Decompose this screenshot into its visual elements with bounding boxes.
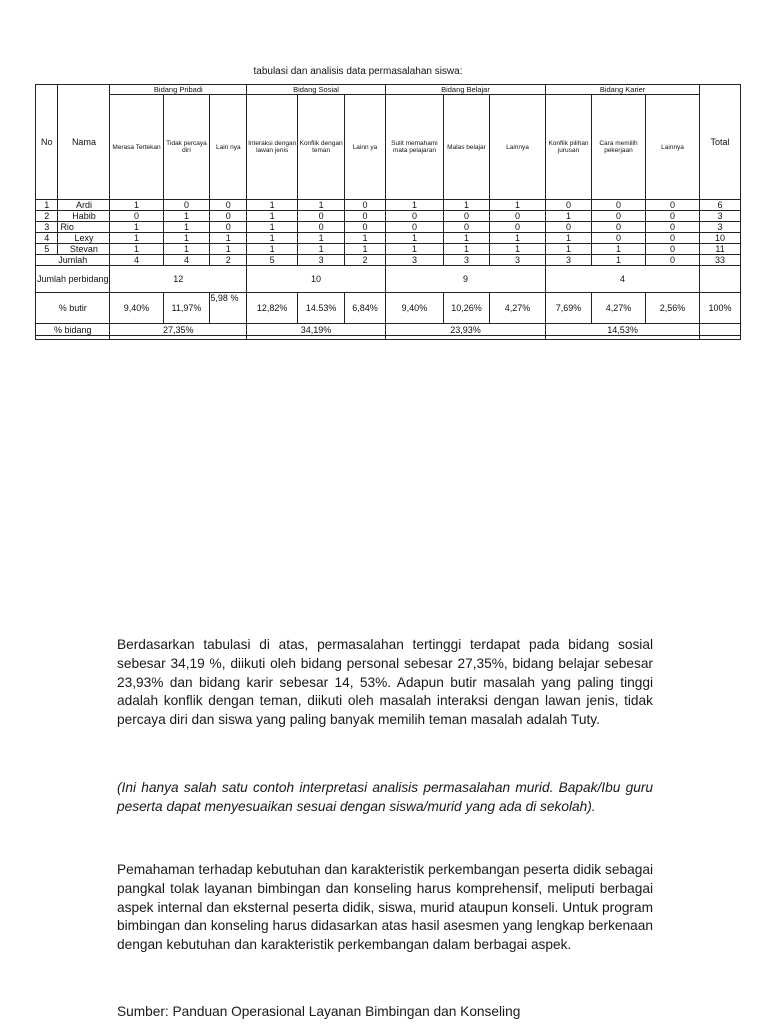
row-value: 1 <box>210 233 247 244</box>
pct-bidang-label: % bidang <box>36 324 110 336</box>
row-value: 1 <box>110 244 163 255</box>
row-value: 1 <box>385 244 443 255</box>
row-value: 1 <box>385 200 443 211</box>
paragraph-analysis: Berdasarkan tabulasi di atas, permasalahan tertinggi terdapat pada bidang sosial sebesar 34,19 %, diikuti oleh bidang personal sebesar 27,35%, bidang belajar sebesar 23,93% dan bidang karir sebesar 14, 53%. Adapun butir masalah yang paling tinggi adalah konflik dengan teman, diikuti oleh masalah interaksi dengan lawan jenis, tidak percaya diri dan siswa yang paling banyak memilih teman masalah adalah Tuty. <box>117 637 653 728</box>
row-value: 1 <box>546 211 592 222</box>
pct-butir-cell: 9,40% <box>385 293 443 324</box>
jumlah-perbidang-row <box>36 266 741 293</box>
table-row <box>36 222 741 233</box>
row-value: 0 <box>591 222 645 233</box>
row-value: 1 <box>163 244 210 255</box>
pct-butir-cell: 7,69% <box>546 293 592 324</box>
group-karier: Bidang Karier <box>546 85 700 95</box>
row-value: 0 <box>210 222 247 233</box>
group-header-row <box>36 85 741 95</box>
jumlah-row <box>36 255 741 266</box>
row-no: 5 <box>36 244 58 255</box>
row-nama: Ardi <box>58 200 110 211</box>
pct-bidang-cell: 14,53% <box>546 324 700 336</box>
row-value: 0 <box>646 211 700 222</box>
paragraph-note: (Ini hanya salah satu contoh interpretasi analisis permasalahan murid. Bapak/Ibu guru peserta dapat menyesuaikan sesuai dengan siswa/murid yang ada di sekolah). <box>117 780 653 814</box>
row-nama: Stevan <box>58 244 110 255</box>
row-value: 0 <box>345 222 386 233</box>
sub-header: Tidak percaya diri <box>163 95 210 200</box>
pct-butir-cell: 4,27% <box>489 293 545 324</box>
paragraph-understanding: Pemahaman terhadap kebutuhan dan karakteristik perkembangan peserta didik sebagai pangkal tolak layanan bimbingan dan konseling harus komprehensif, meliputi berbagai aspek internal dan eksternal peserta didik, siswa, murid ataupun konseli. Untuk program bimbingan dan konseling harus didasarkan atas hasil asesmen yang lengkap berkenaan dengan kebutuhan dan karakteristik perkembangan dalam berbagai aspek. <box>117 862 653 953</box>
row-no: 2 <box>36 211 58 222</box>
jumlah-cell: 2 <box>210 255 247 266</box>
header-nama: Nama <box>58 85 110 200</box>
jumlah-cell: 3 <box>489 255 545 266</box>
pct-butir-label: % butir <box>36 293 110 324</box>
jumlah-bidang-cell: 9 <box>385 266 545 293</box>
pct-bidang-cell: 23,93% <box>385 324 545 336</box>
row-value: 0 <box>646 222 700 233</box>
row-value: 1 <box>489 244 545 255</box>
row-value: 1 <box>385 233 443 244</box>
pct-butir-cell: 12,82% <box>247 293 298 324</box>
row-value: 1 <box>247 244 298 255</box>
pct-bidang-cell: 34,19% <box>247 324 386 336</box>
sub-header: Lainnya <box>489 95 545 200</box>
table-row <box>36 200 741 211</box>
pct-butir-cell: 10,26% <box>444 293 490 324</box>
sub-header: Konflik dengan teman <box>298 95 345 200</box>
row-value: 1 <box>345 244 386 255</box>
pct-butir-cell: 6,84% <box>345 293 386 324</box>
row-value: 0 <box>546 222 592 233</box>
row-value: 0 <box>345 211 386 222</box>
row-value: 1 <box>298 233 345 244</box>
row-value: 1 <box>247 211 298 222</box>
pct-butir-cell: 4,27% <box>591 293 645 324</box>
row-value: 0 <box>591 233 645 244</box>
row-value: 1 <box>163 222 210 233</box>
row-value: 1 <box>247 222 298 233</box>
row-value: 1 <box>298 200 345 211</box>
jumlah-cell: 3 <box>298 255 345 266</box>
row-value: 0 <box>210 200 247 211</box>
row-value: 0 <box>385 222 443 233</box>
row-value: 1 <box>247 200 298 211</box>
jumlah-total: 33 <box>700 255 741 266</box>
jumlah-bidang-cell: 12 <box>110 266 247 293</box>
pct-butir-cell: 5,98 % <box>210 293 247 324</box>
row-value: 1 <box>210 244 247 255</box>
sub-header: Malas belajar <box>444 95 490 200</box>
row-value: 0 <box>298 222 345 233</box>
row-value: 0 <box>646 200 700 211</box>
pct-bidang-row <box>36 324 741 336</box>
header-no: No <box>36 85 58 200</box>
group-sosial: Bidang Sosial <box>247 85 386 95</box>
jumlah-cell: 5 <box>247 255 298 266</box>
row-value: 1 <box>546 233 592 244</box>
row-value: 0 <box>591 211 645 222</box>
row-value: 1 <box>489 233 545 244</box>
row-value: 0 <box>591 200 645 211</box>
row-nama: Rio <box>58 222 110 233</box>
jumlah-cell: 3 <box>546 255 592 266</box>
jumlah-perbidang-label: Jumlah perbidang <box>36 266 110 293</box>
row-total: 3 <box>700 222 741 233</box>
jumlah-cell: 0 <box>646 255 700 266</box>
sub-header: Sulit memahami mata pelajaran <box>385 95 443 200</box>
sub-header: Merasa Tertekan <box>110 95 163 200</box>
pct-bidang-cell: 27,35% <box>110 324 247 336</box>
row-value: 0 <box>489 211 545 222</box>
row-value: 1 <box>444 244 490 255</box>
table-row <box>36 244 741 255</box>
row-no: 3 <box>36 222 58 233</box>
jumlah-cell: 1 <box>591 255 645 266</box>
row-value: 1 <box>163 211 210 222</box>
row-value: 1 <box>110 233 163 244</box>
table-row <box>36 211 741 222</box>
jumlah-cell: 4 <box>163 255 210 266</box>
sub-header: Lain nya <box>210 95 247 200</box>
group-belajar: Bidang Belajar <box>385 85 545 95</box>
jumlah-cell: 3 <box>444 255 490 266</box>
jumlah-label: Jumlah <box>36 255 110 266</box>
row-value: 1 <box>247 233 298 244</box>
row-value: 0 <box>345 200 386 211</box>
pct-butir-total: 100% <box>700 293 741 324</box>
empty-cell <box>700 324 741 336</box>
row-value: 0 <box>646 244 700 255</box>
row-value: 0 <box>546 200 592 211</box>
table-caption: tabulasi dan analisis data permasalahan siswa: <box>253 66 463 77</box>
row-value: 0 <box>298 211 345 222</box>
row-nama: Habib <box>58 211 110 222</box>
jumlah-bidang-cell: 4 <box>546 266 700 293</box>
sub-header: Lainnya <box>646 95 700 200</box>
sub-header: Cara memilih pekerjaan <box>591 95 645 200</box>
row-value: 0 <box>489 222 545 233</box>
sub-header: Lainn ya <box>345 95 386 200</box>
data-table <box>35 84 741 340</box>
pct-butir-cell: 9,40% <box>110 293 163 324</box>
row-total: 3 <box>700 211 741 222</box>
row-value: 1 <box>110 222 163 233</box>
row-value: 0 <box>163 200 210 211</box>
pct-butir-cell: 11,97% <box>163 293 210 324</box>
row-value: 0 <box>444 211 490 222</box>
jumlah-cell: 4 <box>110 255 163 266</box>
row-value: 1 <box>444 200 490 211</box>
row-value: 0 <box>110 211 163 222</box>
jumlah-bidang-cell: 10 <box>247 266 386 293</box>
empty-cell <box>700 266 741 293</box>
row-value: 1 <box>163 233 210 244</box>
row-total: 6 <box>700 200 741 211</box>
jumlah-cell: 3 <box>385 255 443 266</box>
row-value: 1 <box>444 233 490 244</box>
row-no: 1 <box>36 200 58 211</box>
pct-butir-cell: 2,56% <box>646 293 700 324</box>
row-value: 1 <box>345 233 386 244</box>
jumlah-cell: 2 <box>345 255 386 266</box>
row-no: 4 <box>36 233 58 244</box>
table-row <box>36 233 741 244</box>
student-rows <box>36 200 741 255</box>
row-value: 1 <box>591 244 645 255</box>
row-value: 0 <box>385 211 443 222</box>
group-pribadi: Bidang Pribadi <box>110 85 247 95</box>
row-value: 0 <box>210 211 247 222</box>
row-value: 1 <box>546 244 592 255</box>
pct-butir-row <box>36 293 741 324</box>
row-value: 1 <box>298 244 345 255</box>
row-value: 1 <box>489 200 545 211</box>
trailing-empty-row <box>36 336 741 340</box>
sub-header: Konflik pilihan jurusan <box>546 95 592 200</box>
paragraph-source: Sumber: Panduan Operasional Layanan Bimbingan dan Konseling <box>117 1004 521 1019</box>
row-nama: Lexy <box>58 233 110 244</box>
sub-header: Interaksi dengan lawan jenis <box>247 95 298 200</box>
sub-header-row <box>36 95 741 200</box>
row-total: 10 <box>700 233 741 244</box>
header-total: Total <box>700 85 741 200</box>
row-total: 11 <box>700 244 741 255</box>
row-value: 1 <box>110 200 163 211</box>
row-value: 0 <box>646 233 700 244</box>
row-value: 0 <box>444 222 490 233</box>
pct-butir-cell: 14.53% <box>298 293 345 324</box>
